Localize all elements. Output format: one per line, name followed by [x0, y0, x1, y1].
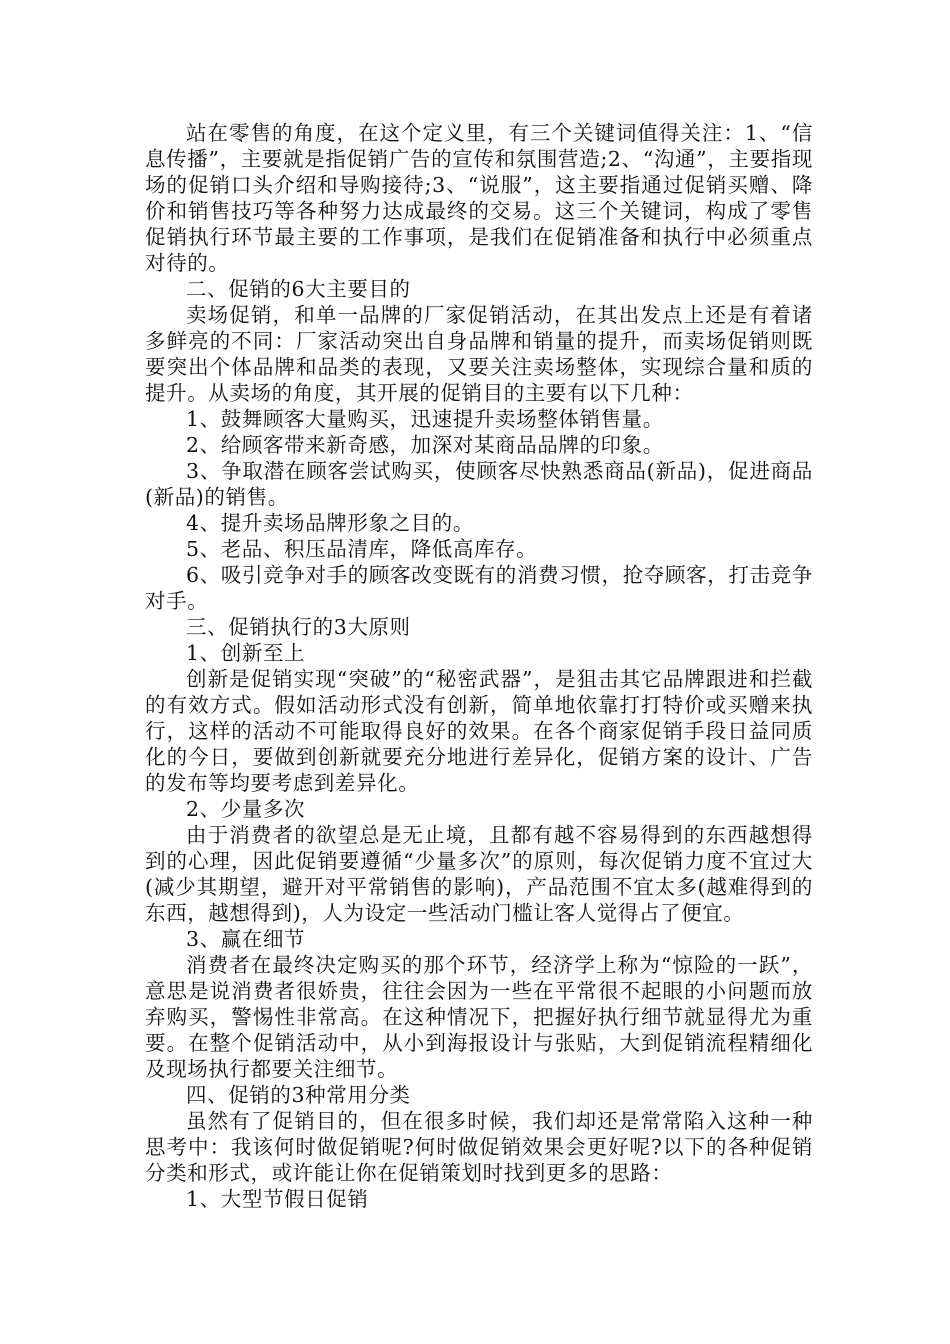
paragraph-small-frequent: 由于消费者的欲望总是无止境，且都有越不容易得到的东西越想得到的心理，因此促销要遵循“少量多次”的原则，每次促销力度不宜过大(减少其期望，避开对平常销售的影响)，产品范围不宜太多(越难得到的东西，越想得到)，人为设定一些活动门槛让客人觉得占了便宜。 — [145, 823, 813, 925]
heading-three-categories: 四、促销的3种常用分类 — [186, 1083, 411, 1107]
subheading-small-frequent: 2、少量多次 — [186, 797, 306, 821]
paragraph-innovation: 创新是促销实现“突破”的“秘密武器”，是狙击其它品牌跟进和拦截的有效方式。假如活动形式没有创新，简单地依靠打打特价或买赠来执行，这样的活动不可能取得良好的效果。在各个商家促销手段日益同质化的今日，要做到创新就要充分地进行差异化，促销方案的设计、广告的发布等均要考虑到差异化。 — [145, 667, 813, 795]
document-body — [145, 120, 813, 1212]
list-item-goal-6: 6、吸引竞争对手的顾客改变既有的消费习惯，抢夺顾客，打击竞争对手。 — [145, 563, 813, 613]
list-item-goal-1: 1、鼓舞顾客大量购买，迅速提升卖场整体销售量。 — [186, 407, 664, 431]
list-item-goal-2: 2、给顾客带来新奇感，加深对某商品品牌的印象。 — [186, 433, 664, 457]
paragraph-store-promotion: 卖场促销，和单一品牌的厂家促销活动，在其出发点上还是有着诸多鲜亮的不同：厂家活动突出自身品牌和销量的提升，而卖场促销则既要突出个体品牌和品类的表现，又要关注卖场整体，实现综合量和质的提升。从卖场的角度，其开展的促销目的主要有以下几种： — [145, 303, 813, 405]
heading-three-principles: 三、促销执行的3大原则 — [186, 615, 411, 639]
paragraph-intro-keywords: 站在零售的角度，在这个定义里，有三个关键词值得关注：1、“信息传播”，主要就是指促销广告的宣传和氛围营造;2、“沟通”，主要指现场的促销口头介绍和导购接待;3、“说服”，这主要指通过促销买赠、降价和销售技巧等各种努力达成最终的交易。这三个关键词，构成了零售促销执行环节最主要的工作事项，是我们在促销准备和执行中必须重点对待的。 — [145, 121, 813, 275]
list-item-goal-5: 5、老品、积压品清库，降低高库存。 — [186, 537, 538, 561]
paragraph-categories: 虽然有了促销目的，但在很多时候，我们却还是常常陷入这种一种思考中：我该何时做促销呢?何时做促销效果会更好呢?以下的各种促销分类和形式，或许能让你在促销策划时找到更多的思路： — [145, 1109, 813, 1185]
subheading-details: 3、赢在细节 — [186, 927, 306, 951]
list-item-goal-4: 4、提升卖场品牌形象之目的。 — [186, 511, 474, 535]
subheading-innovation: 1、创新至上 — [186, 641, 306, 665]
subheading-holiday-promotion: 1、大型节假日促销 — [186, 1187, 369, 1211]
heading-six-goals: 二、促销的6大主要目的 — [186, 277, 411, 301]
paragraph-details: 消费者在最终决定购买的那个环节，经济学上称为“惊险的一跃”，意思是说消费者很娇贵，往往会因为一些在平常很不起眼的小问题而放弃购买，警惕性非常高。在这种情况下，把握好执行细节就显得尤为重要。在整个促销活动中，从小到海报设计与张贴，大到促销流程精细化及现场执行都要关注细节。 — [145, 953, 813, 1081]
list-item-goal-3: 3、争取潜在顾客尝试购买，使顾客尽快熟悉商品(新品)，促进商品(新品)的销售。 — [145, 459, 813, 509]
